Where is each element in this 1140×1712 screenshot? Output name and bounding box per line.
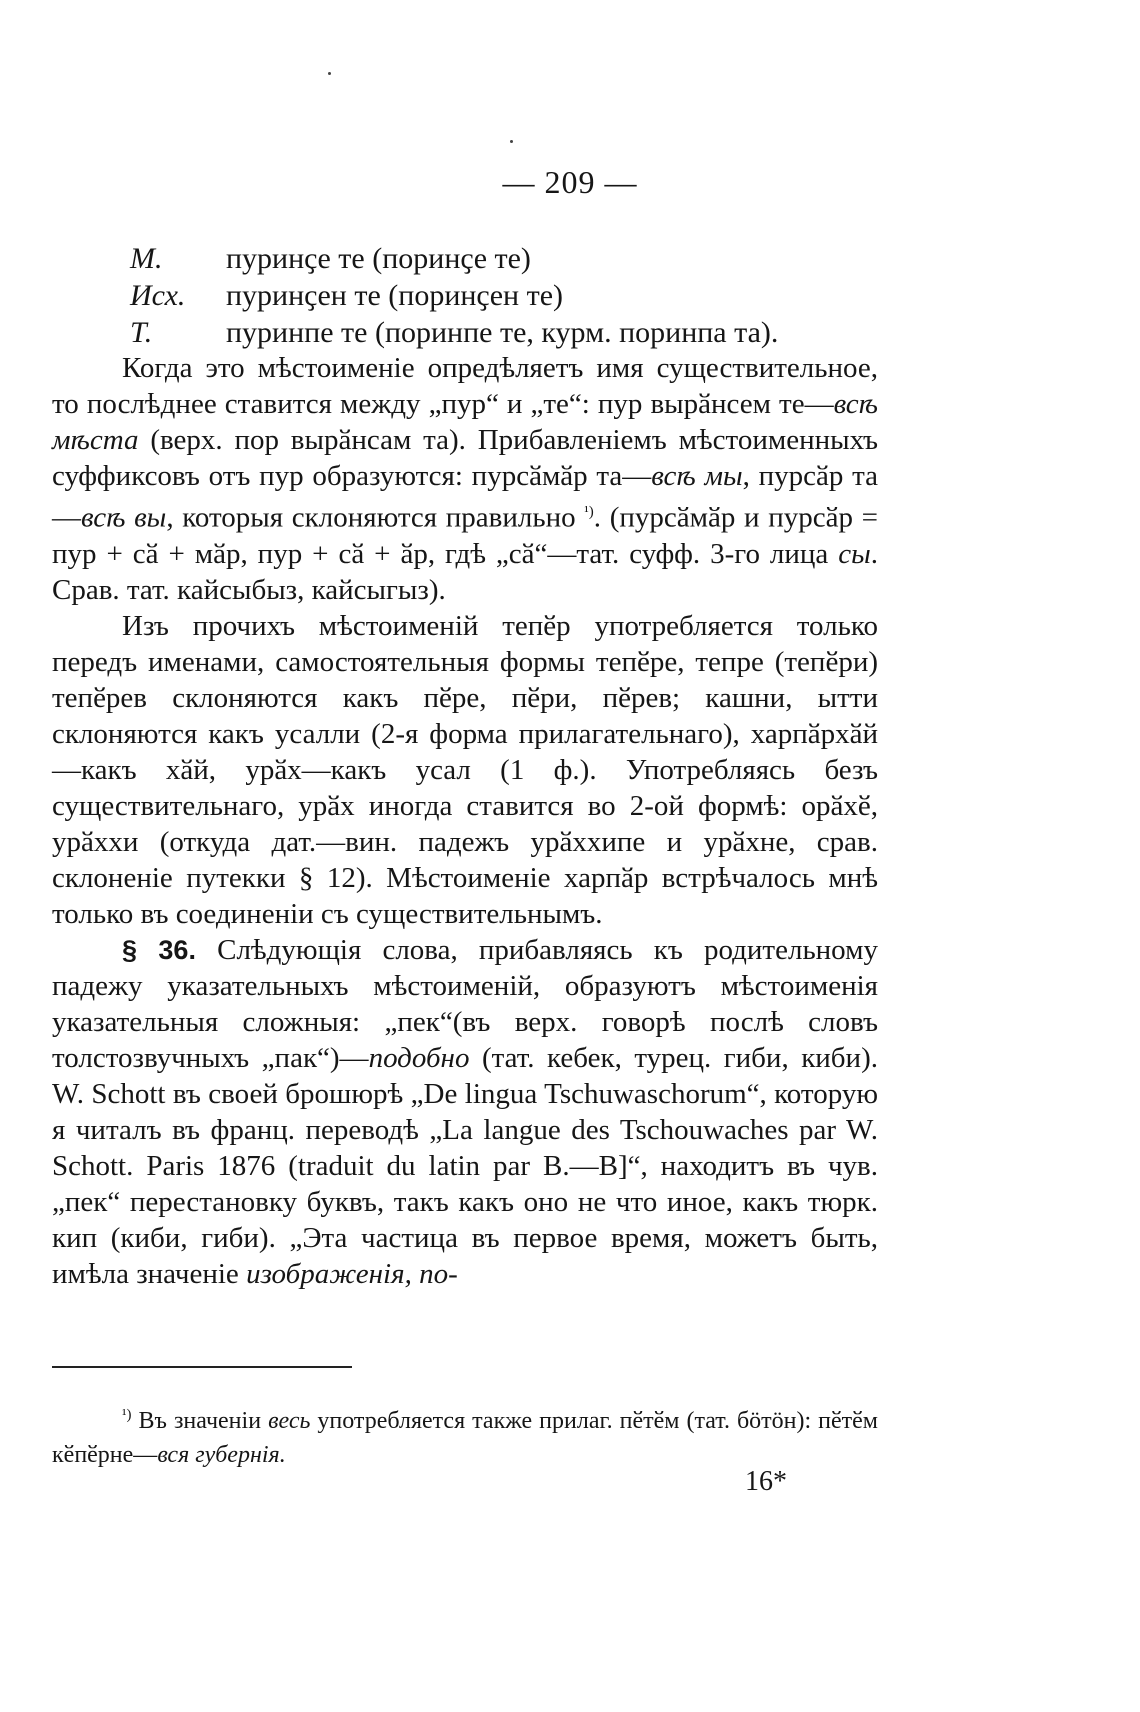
text-run: Когда это мѣстоименіе опредѣляетъ имя существительное, то послѣднее ставится между „пур“ и „те“: пур вырӑнсем те— [52,352,878,420]
italic-run: сы [838,537,871,570]
text-run: Въ значеніи [131,1408,269,1434]
text-run: . Срав. тат. кайсыбыз, кайсыгыз). [52,537,878,606]
declension-row [130,240,778,277]
declension-row [130,277,778,314]
page-number: — 209 — [502,164,638,200]
paragraph-1 [52,350,878,608]
italic-run: всѣ мы [651,460,743,492]
paragraph-2: Изъ прочихъ мѣстоименій тепӗр употребляется только передъ именами, самостоятельныя формы тепӗре, тепре (тепӗри) тепӗрев склоняются какъ пӗре, пӗри, пӗрев; кашни, ытти склоняются какъ усалли (2-я форма прилагательнаго), харпӑрхӑй—какъ хӑй, урӑх—какъ усал (1 ф.). Употребляясь безъ существительнаго, урӑх иногда ставится во 2-ой формѣ: орӑхӗ, урӑххи (откуда дат.—вин. падежъ урӑххипе и урӑхне, срав. склоненіе путекки § 12). Мѣстоименіе харпӑр встрѣчалось мнѣ только въ соединеніи съ существительнымъ. [52,609,878,930]
signature-mark: 16* [745,1466,787,1497]
speck [328,72,331,75]
section-number: § 36. [122,934,196,965]
italic-run: весь [268,1408,311,1434]
text-run: (верх. пор вырӑнсам та). Прибавленіемъ мѣстоименныхъ суффиксовъ отъ пур образуются: пурсӑмӑр та— [52,424,878,492]
case-form: пуринпе те (поринпе те, курм. поринпа та). [226,316,779,349]
italic-run: всѣ мѣста [52,388,878,456]
case-label: Исх. [130,279,186,312]
body-text [52,350,878,1292]
italic-run: изображенія, по- [246,1257,458,1290]
italic-run: всѣ вы [81,501,167,534]
declension-table [130,240,778,351]
italic-run: вся губернія. [157,1442,286,1468]
text-run: . (пурсӑмӑр и пурсӑр = пур + сӑ + мӑр, пур + сӑ + ӑр, гдѣ „сӑ“—тат. суфф. 3-го лица [52,501,878,570]
footnote-mark: ¹) [122,1407,132,1423]
text-run: , пурсӑр та— [52,460,878,534]
text-run: Слѣдующія слова, прибавляясь къ родительному падежу указательныхъ мѣстоименій, образуютъ мѣстоименія указательныя сложныя: „пек“(въ верх. говорѣ послѣ словъ толстозвучныхъ „пак“)— [52,933,878,1074]
text-run: (тат. кебек, турец. гиби, киби). W. Schott въ своей брошюрѣ „De lingua Tschuwaschorum“, которую я читалъ въ франц. переводѣ „La langue des Tschouwaches par W. Schott. Paris 1876 (traduit du latin par B.—B]“, находитъ въ чув. „пек“ перестановку буквъ, такъ какъ оно не что иное, какъ тюрк. кип (киби, гиби). „Эта частица въ первое время, можетъ быть, имѣла значеніе [52,1041,878,1290]
case-label: Т. [130,316,153,349]
footnote-divider [52,1366,352,1368]
italic-run: подобно [368,1041,470,1074]
text-run: употребляется также прилаг. пӗтӗм (тат. бӧтӧн): пӗтӗм кӗпӗрне— [52,1408,878,1468]
case-label: М. [130,242,163,275]
text-run: , которыя склоняются правильно [166,501,585,534]
footnote [52,1398,878,1472]
footnote-reference: ¹) [584,504,594,520]
paragraph-3 [52,932,878,1292]
speck [510,140,513,143]
case-form: пуринҫен те (поринҫен те) [226,279,564,312]
declension-row [130,314,778,351]
case-form: пуринҫе те (поринҫе те) [226,242,531,275]
